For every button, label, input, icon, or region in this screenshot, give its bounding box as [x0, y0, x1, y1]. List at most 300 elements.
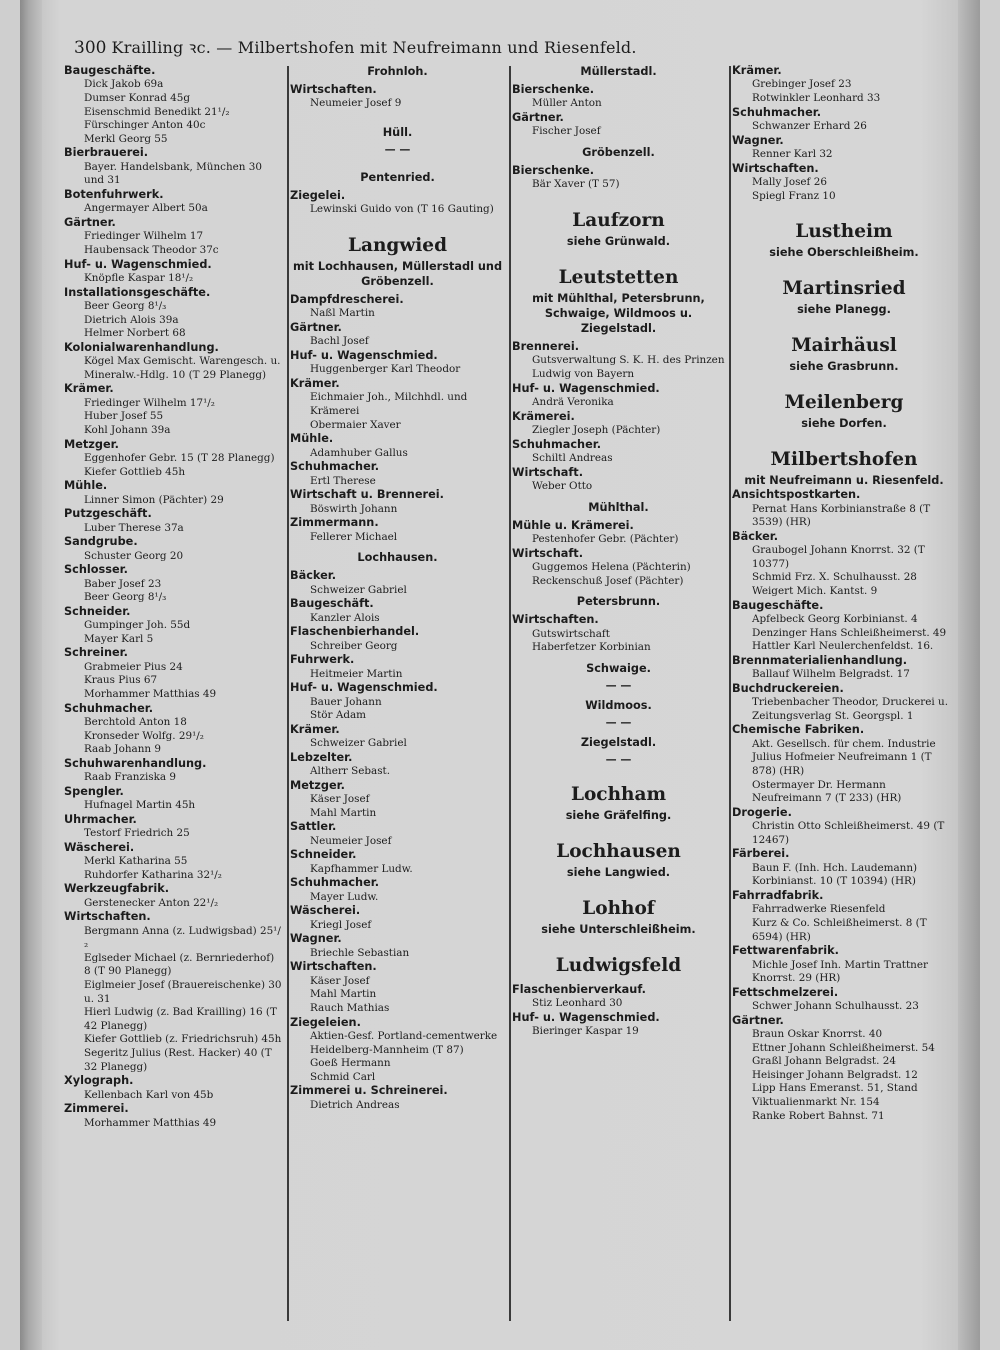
directory-entry: Naßl Martin: [310, 307, 375, 320]
directory-entry: Merkl Georg 55: [84, 132, 168, 145]
directory-entry: Mahl Martin: [310, 806, 377, 819]
directory-entry: Raab Franziska 9: [84, 771, 177, 784]
trade-section: [732, 986, 956, 1014]
directory-entry: Ruhdorfer Katharina 32¹/₂: [84, 868, 222, 881]
directory-entry: Mally Josef 26: [752, 176, 827, 188]
directory-entry: Gutswirtschaft: [532, 627, 610, 640]
directory-entry: Morhammer Matthias 49: [84, 687, 217, 700]
column-4: [732, 64, 956, 1123]
column-3: [512, 64, 725, 1039]
town-subheading: mit Mühlthal, Petersbrunn, Schwaige, Wildmoos u. Ziegelstadl.: [532, 292, 705, 335]
place-heading: Hüll.: [382, 126, 413, 139]
trade-heading: Sattler.: [290, 820, 337, 834]
directory-entry: Mahl Martin: [310, 988, 377, 1001]
trade-heading: Putzgeschäft.: [64, 507, 152, 521]
directory-entry: Rotwinkler Leonhard 33: [752, 92, 881, 104]
directory-entry: Reckenschuß Josef (Pächter): [532, 574, 684, 587]
directory-entry: Knöpfle Kaspar 18¹/₂: [84, 271, 194, 284]
directory-entry: Ziegler Joseph (Pächter): [532, 424, 661, 436]
trade-heading: Sandgrube.: [64, 535, 138, 549]
directory-entry: Kohl Johann 39a: [84, 423, 171, 436]
trade-section: [64, 757, 284, 785]
trade-section: [512, 438, 725, 466]
directory-entry: Heisinger Johann Belgradst. 12: [752, 1068, 918, 1081]
directory-entry: Kraus Pius 67: [84, 674, 158, 687]
trade-section: [64, 910, 284, 1074]
directory-entry: Stör Adam: [310, 709, 367, 722]
trade-heading: Baugeschäfte.: [732, 598, 824, 612]
directory-entry: Kurz & Co. Schleißheimerst. 8 (T 6594) (HR): [752, 916, 927, 943]
directory-entry: Pestenhofer Gebr. (Pächter): [532, 533, 679, 545]
town-subheading: siehe Dorfen.: [801, 417, 887, 431]
directory-entry: Pernat Hans Korbinianstraße 8 (T 3539) (HR): [752, 502, 931, 529]
place-heading: Ziegelstadl.: [580, 735, 657, 749]
trade-section: [512, 410, 725, 438]
town-heading: Mairhäusl: [791, 335, 897, 357]
directory-entry: Neumeier Josef: [310, 834, 392, 847]
trade-heading: Schneider.: [290, 848, 357, 862]
directory-entry: Müller Anton: [532, 97, 602, 110]
trade-section: [290, 569, 505, 597]
directory-entry: Kapfhammer Ludw.: [310, 862, 413, 875]
trade-heading: Huf- u. Wagenschmied.: [290, 681, 438, 695]
trade-heading: Wirtschaften.: [64, 910, 151, 924]
directory-entry: Aktien-Gesf. Portland-cementwerke Heidelberg-Mannheim (T 87): [310, 1029, 498, 1056]
town-subheading: siehe Langwied.: [566, 865, 671, 879]
trade-section: [732, 682, 956, 724]
trade-heading: Zimmerei.: [64, 1102, 129, 1116]
directory-entry: Braun Oskar Knorrst. 40: [752, 1028, 883, 1041]
trade-heading: Bierschenke.: [512, 164, 595, 177]
trade-section: [64, 188, 284, 216]
place-heading: Schwaige.: [586, 661, 651, 675]
trade-heading: Bäcker.: [732, 529, 779, 543]
trade-section: [732, 488, 956, 530]
directory-entry: Segeritz Julius (Rest. Hacker) 40 (T 32 Planegg): [84, 1047, 272, 1073]
directory-entry: Gerstenecker Anton 22¹/₂: [84, 896, 219, 909]
directory-entry: Käser Josef: [310, 974, 370, 987]
directory-entry: Altherr Sebast.: [310, 765, 391, 778]
trade-section: [290, 876, 505, 904]
trade-heading: Gärtner.: [290, 321, 342, 334]
directory-entry: Hufnagel Martin 45h: [84, 799, 196, 812]
trade-heading: Wäscherei.: [64, 840, 135, 854]
trade-section: [64, 535, 284, 563]
directory-entry: Ranke Robert Bahnst. 71: [752, 1109, 885, 1122]
directory-entry: Christin Otto Schleißheimerst. 49 (T 12467): [752, 820, 945, 846]
trade-heading: Wagner.: [290, 932, 342, 946]
trade-heading: Ziegeleien.: [290, 1015, 361, 1029]
empty-marker: — —: [605, 752, 632, 766]
trade-heading: Wirtschaften.: [512, 613, 599, 627]
trade-section: [64, 286, 284, 341]
town-subheading: siehe Grasbrunn.: [789, 360, 899, 374]
trade-heading: Werkzeugfabrik.: [64, 882, 170, 896]
trade-heading: Buchdruckereien.: [732, 681, 844, 695]
trade-section: [64, 1102, 284, 1130]
page-edge-shadow: [958, 0, 980, 1350]
trade-heading: Mühle u. Krämerei.: [512, 518, 634, 532]
directory-entry: Graubogel Johann Knorrst. 32 (T 10377): [752, 544, 925, 570]
town-heading: Lochhausen: [556, 840, 681, 862]
trade-heading: Schuhmacher.: [732, 105, 822, 119]
directory-entry: Schmid Carl: [310, 1070, 376, 1083]
directory-entry: Eisenschmid Benedikt 21¹/₂: [84, 105, 230, 118]
directory-entry: Fahrradwerke Riesenfeld: [752, 903, 886, 916]
column-divider: [729, 66, 731, 1321]
trade-heading: Botenfuhrwerk.: [64, 187, 164, 201]
town-subheading: siehe Grünwald.: [566, 235, 671, 248]
trade-heading: Bierbrauerei.: [64, 146, 149, 160]
directory-entry: Morhammer Matthias 49: [84, 1116, 217, 1129]
trade-section: [290, 189, 505, 217]
trade-heading: Zimmerei u. Schreinerei.: [290, 1084, 448, 1098]
trade-section: [290, 597, 505, 625]
directory-entry: Dick Jakob 69a: [84, 78, 164, 91]
trade-heading: Schuhwarenhandlung.: [64, 756, 207, 770]
directory-entry: Käser Josef: [310, 793, 370, 806]
trade-section: [290, 349, 505, 377]
directory-entry: Eichmaier Joh., Milchhdl. und Krämerei: [310, 391, 468, 417]
trade-heading: Flaschenbierhandel.: [290, 625, 420, 639]
directory-entry: Kellenbach Karl von 45b: [84, 1088, 214, 1101]
directory-entry: Eiglmeier Josef (Brauereischenke) 30 u. 31: [84, 979, 282, 1005]
trade-section: [732, 944, 956, 986]
trade-section: [512, 340, 725, 382]
trade-section: [290, 432, 505, 460]
directory-entry: Berchtold Anton 18: [84, 715, 187, 728]
directory-entry: Spiegl Franz 10: [752, 189, 836, 202]
directory-entry: Ertl Therese: [310, 474, 376, 487]
trade-section: [512, 983, 725, 1011]
directory-entry: Dumser Konrad 45g: [84, 92, 191, 104]
trade-heading: Mühle.: [290, 432, 334, 446]
directory-entry: Lipp Hans Emeranst. 51, Stand Viktualienmarkt Nr. 154: [752, 1082, 918, 1109]
trade-section: [290, 321, 505, 349]
trade-heading: Lebzelter.: [290, 750, 353, 764]
directory-entry: Guggemos Helena (Pächterin): [532, 561, 691, 573]
directory-entry: Dietrich Alois 39a: [84, 313, 179, 326]
trade-section: [64, 438, 284, 480]
directory-entry: Gutsverwaltung S. K. H. des Prinzen Ludwig von Bayern: [532, 354, 725, 380]
trade-heading: Baugeschäft.: [290, 597, 374, 611]
trade-heading: Huf- u. Wagenschmied.: [64, 257, 212, 271]
directory-entry: Bär Xaver (T 57): [532, 178, 620, 191]
directory-entry: Huber Josef 55: [84, 410, 164, 423]
directory-entry: Helmer Norbert 68: [84, 327, 186, 340]
directory-entry: Dietrich Andreas: [310, 1098, 400, 1111]
directory-entry: Beer Georg 8¹/₃: [84, 591, 167, 604]
trade-section: [732, 723, 956, 805]
trade-section: [732, 599, 956, 654]
directory-entry: Kiefer Gottlieb 45h: [84, 465, 186, 478]
trade-heading: Schneider.: [64, 604, 131, 618]
trade-heading: Wirtschaft u. Brennerei.: [290, 488, 444, 502]
directory-entry: Ballauf Wilhelm Belgradst. 17: [752, 668, 910, 681]
town-heading: Lochham: [570, 783, 667, 805]
trade-heading: Mühle.: [64, 479, 108, 493]
trade-section: [290, 625, 505, 653]
trade-section: [64, 563, 284, 605]
directory-entry: Andrä Veronika: [532, 396, 614, 408]
trade-section: [64, 64, 284, 146]
trade-heading: Drogerie.: [732, 805, 792, 819]
town-heading: Meilenberg: [784, 392, 904, 414]
trade-section: [64, 702, 284, 757]
trade-section: [732, 889, 956, 944]
column-divider: [287, 66, 289, 1321]
directory-entry: Weigert Mich. Kantst. 9: [752, 584, 878, 597]
trade-section: [290, 848, 505, 876]
empty-marker: — —: [605, 678, 632, 692]
directory-entry: Briechle Sebastian: [310, 946, 410, 959]
directory-entry: Schreiber Georg: [310, 639, 398, 652]
trade-heading: Bierschenke.: [512, 83, 595, 96]
trade-heading: Fahrradfabrik.: [732, 888, 824, 902]
trade-heading: Fettschmelzerei.: [732, 985, 839, 999]
trade-heading: Metzger.: [290, 778, 345, 792]
empty-marker: — —: [384, 143, 411, 156]
place-heading: Müllerstadl.: [580, 65, 657, 78]
trade-section: [64, 341, 284, 383]
directory-entry: Bauer Johann: [310, 695, 382, 708]
trade-heading: Wagner.: [732, 133, 784, 147]
trade-heading: Krämer.: [290, 377, 340, 390]
directory-entry: Friedinger Wilhelm 17¹/₂: [84, 396, 215, 409]
column-2: [290, 64, 505, 1112]
trade-heading: Krämerei.: [512, 409, 575, 423]
trade-section: [290, 460, 505, 488]
directory-entry: Kronseder Wolfg. 29¹/₂: [84, 729, 204, 742]
directory-entry: Bayer. Handelsbank, München 30 und 31: [84, 160, 263, 187]
trade-heading: Kolonialwarenhandlung.: [64, 340, 219, 354]
running-header: [74, 36, 954, 60]
trade-section: [732, 654, 956, 682]
directory-entry: Weber Otto: [532, 480, 593, 492]
town-heading: Martinsried: [782, 278, 906, 300]
directory-entry: Bachl Josef: [310, 335, 369, 348]
directory-entry: Fellerer Michael: [310, 530, 398, 543]
directory-entry: Baber Josef 23: [84, 577, 162, 590]
town-heading: Laufzorn: [572, 210, 665, 231]
trade-section: [290, 779, 505, 821]
trade-heading: Huf- u. Wagenschmied.: [512, 381, 660, 395]
trade-heading: Huf- u. Wagenschmied.: [290, 349, 438, 362]
trade-heading: Wirtschaften.: [732, 161, 819, 175]
trade-heading: Spengler.: [64, 784, 124, 798]
trade-heading: Fettwarenfabrik.: [732, 944, 839, 958]
directory-entry: Mayer Karl 5: [84, 632, 154, 645]
directory-entry: Apfelbeck Georg Korbinianst. 4: [752, 612, 918, 625]
directory-entry: Eggenhofer Gebr. 15 (T 28 Planegg): [84, 451, 275, 464]
trade-section: [64, 785, 284, 813]
trade-section: [290, 653, 505, 681]
trade-heading: Schuhmacher.: [64, 701, 154, 715]
town-heading: Ludwigsfeld: [555, 954, 682, 976]
trade-heading: Zimmermann.: [290, 516, 379, 530]
town-heading: Lohhof: [582, 897, 655, 919]
trade-heading: Gärtner.: [512, 111, 564, 124]
trade-heading: Metzger.: [64, 437, 119, 451]
town-subheading: mit Lochhausen, Müllerstadl und Gröbenzell.: [292, 260, 503, 288]
directory-entry: Gumpinger Joh. 55d: [84, 619, 191, 632]
trade-section: [732, 162, 956, 204]
directory-entry: Kögel Max Gemischt. Warengesch. u. Mineralw.-Hdlg. 10 (T 29 Planegg): [84, 355, 281, 381]
page-number: 300: [74, 38, 107, 58]
town-heading: Lustheim: [795, 221, 893, 243]
trade-section: [290, 377, 505, 432]
town-subheading: mit Neufreimann u. Riesenfeld.: [744, 474, 944, 488]
directory-entry: Renner Karl 32: [752, 148, 833, 160]
directory-entry: Haberfetzer Korbinian: [532, 641, 651, 654]
trade-section: [512, 466, 725, 494]
town-subheading: siehe Unterschleißheim.: [541, 922, 696, 936]
directory-entry: Graßl Johann Belgradst. 24: [752, 1055, 896, 1068]
trade-heading: Wirtschaften.: [290, 960, 377, 974]
trade-section: [290, 293, 505, 321]
trade-heading: Bäcker.: [290, 569, 337, 583]
place-heading: Mühlthal.: [588, 500, 649, 514]
trade-heading: Brennerei.: [512, 340, 579, 353]
trade-section: [732, 64, 956, 106]
directory-entry: Fürschinger Anton 40c: [84, 119, 206, 132]
directory-entry: Schwanzer Erhard 26: [752, 120, 867, 132]
trade-heading: Wirtschaft.: [512, 546, 583, 560]
directory-entry: Schiltl Andreas: [532, 452, 613, 464]
trade-heading: Schuhmacher.: [290, 876, 380, 890]
trade-section: [290, 1016, 505, 1085]
trade-section: [732, 847, 956, 889]
place-heading: Frohnloh.: [367, 65, 428, 78]
directory-entry: Heitmeier Martin: [310, 667, 403, 680]
trade-heading: Schreiner.: [64, 646, 128, 660]
trade-heading: Gärtner.: [64, 215, 116, 229]
directory-entry: Schweizer Gabriel: [310, 583, 407, 596]
town-subheading: siehe Oberschleißheim.: [769, 246, 919, 260]
directory-entry: Schwer Johann Schulhausst. 23: [752, 1000, 919, 1013]
trade-section: [290, 751, 505, 779]
trade-heading: Färberei.: [732, 847, 790, 861]
trade-section: [732, 806, 956, 848]
directory-entry: Eglseder Michael (z. Bernriederhof) 8 (T 90 Planegg): [84, 951, 275, 978]
directory-entry: Goeß Hermann: [310, 1057, 391, 1070]
directory-entry: Kiefer Gottlieb (z. Friedrichsruh) 45h: [84, 1033, 282, 1046]
directory-entry: Böswirth Johann: [310, 502, 398, 515]
trade-section: [512, 519, 725, 547]
trade-heading: Huf- u. Wagenschmied.: [512, 1010, 660, 1024]
trade-section: [64, 507, 284, 535]
trade-section: [64, 882, 284, 910]
trade-section: [290, 83, 505, 111]
trade-section: [64, 382, 284, 437]
directory-entry: Testorf Friedrich 25: [84, 827, 190, 840]
trade-heading: Chemische Fabriken.: [732, 723, 865, 737]
trade-section: [512, 382, 725, 410]
directory-entry: Grebinger Josef 23: [752, 78, 852, 91]
trade-section: [732, 106, 956, 134]
town-heading: Milbertshofen: [770, 449, 918, 471]
trade-section: [290, 820, 505, 848]
directory-entry: Luber Therese 37a: [84, 521, 184, 534]
trade-section: [290, 932, 505, 960]
trade-heading: Wirtschaften.: [290, 83, 377, 96]
trade-heading: Flaschenbierverkauf.: [512, 982, 646, 996]
running-title: Krailling ꝛc. — Milbertshofen mit Neufreimann und Riesenfeld.: [111, 38, 637, 57]
directory-entry: Schuster Georg 20: [84, 549, 184, 562]
trade-section: [512, 547, 725, 589]
trade-heading: Baugeschäfte.: [64, 64, 156, 77]
directory-entry: Obermaier Xaver: [310, 418, 401, 431]
trade-section: [290, 904, 505, 932]
trade-section: [64, 646, 284, 701]
directory-entry: Friedinger Wilhelm 17: [84, 230, 204, 243]
trade-section: [64, 605, 284, 647]
directory-entry: Denzinger Hans Schleißheimerst. 49: [752, 626, 947, 639]
trade-section: [64, 841, 284, 883]
directory-entry: Bergmann Anna (z. Ludwigsbad) 25¹/₂: [84, 924, 281, 951]
directory-entry: Baun F. (Inh. Hch. Laudemann) Korbinianst. 10 (T 10394) (HR): [752, 861, 918, 888]
trade-section: [290, 1084, 505, 1112]
directory-entry: Hattler Karl Neulerchenfeldst. 16.: [752, 640, 934, 653]
trade-section: [512, 164, 725, 192]
directory-entry: Huggenberger Karl Theodor: [310, 363, 461, 376]
directory-entry: Angermayer Albert 50a: [84, 202, 208, 215]
directory-entry: Mayer Ludw.: [310, 890, 379, 903]
directory-entry: Adamhuber Gallus: [310, 446, 408, 459]
trade-section: [732, 134, 956, 162]
trade-heading: Xylograph.: [64, 1074, 134, 1088]
trade-heading: Ansichtspostkarten.: [732, 488, 861, 502]
trade-section: [64, 216, 284, 258]
place-heading: Gröbenzell.: [582, 146, 655, 159]
trade-section: [290, 488, 505, 516]
place-heading: Wildmoos.: [585, 698, 652, 712]
trade-heading: Wäscherei.: [290, 904, 361, 918]
trade-section: [290, 681, 505, 723]
directory-entry: Neumeier Josef 9: [310, 97, 402, 110]
directory-entry: Merkl Katharina 55: [84, 855, 188, 868]
directory-entry: Kriegl Josef: [310, 918, 372, 931]
directory-entry: Beer Georg 8¹/₃: [84, 299, 167, 312]
directory-entry: Schmid Frz. X. Schulhausst. 28: [752, 571, 917, 584]
trade-section: [290, 960, 505, 1015]
trade-heading: Ziegelei.: [290, 189, 346, 202]
column-1: [64, 64, 284, 1130]
column-divider: [509, 66, 511, 1321]
directory-entry: Stiz Leonhard 30: [532, 997, 623, 1010]
trade-section: [512, 83, 725, 111]
town-subheading: siehe Gräfelfing.: [565, 808, 672, 822]
trade-heading: Gärtner.: [732, 1013, 784, 1027]
trade-heading: Installationsgeschäfte.: [64, 285, 211, 299]
directory-entry: Kanzler Alois: [310, 611, 380, 624]
town-subheading: siehe Planegg.: [797, 303, 891, 317]
trade-section: [512, 1011, 725, 1039]
directory-entry: Akt. Gesellsch. für chem. Industrie Julius Hofmeier Neufreimann 1 (T 878) (HR): [752, 737, 936, 777]
town-heading: Langwied: [347, 235, 448, 256]
empty-marker: — —: [605, 715, 632, 729]
trade-heading: Uhrmacher.: [64, 812, 137, 826]
directory-entry: Raab Johann 9: [84, 743, 162, 756]
trade-section: [512, 111, 725, 139]
trade-section: [290, 723, 505, 751]
trade-heading: Fuhrwerk.: [290, 653, 355, 667]
trade-section: [64, 1074, 284, 1102]
trade-section: [64, 479, 284, 507]
page-gutter-shadow: [20, 0, 42, 1350]
place-heading: Petersbrunn.: [576, 595, 661, 609]
directory-entry: Rauch Mathias: [310, 1001, 390, 1014]
